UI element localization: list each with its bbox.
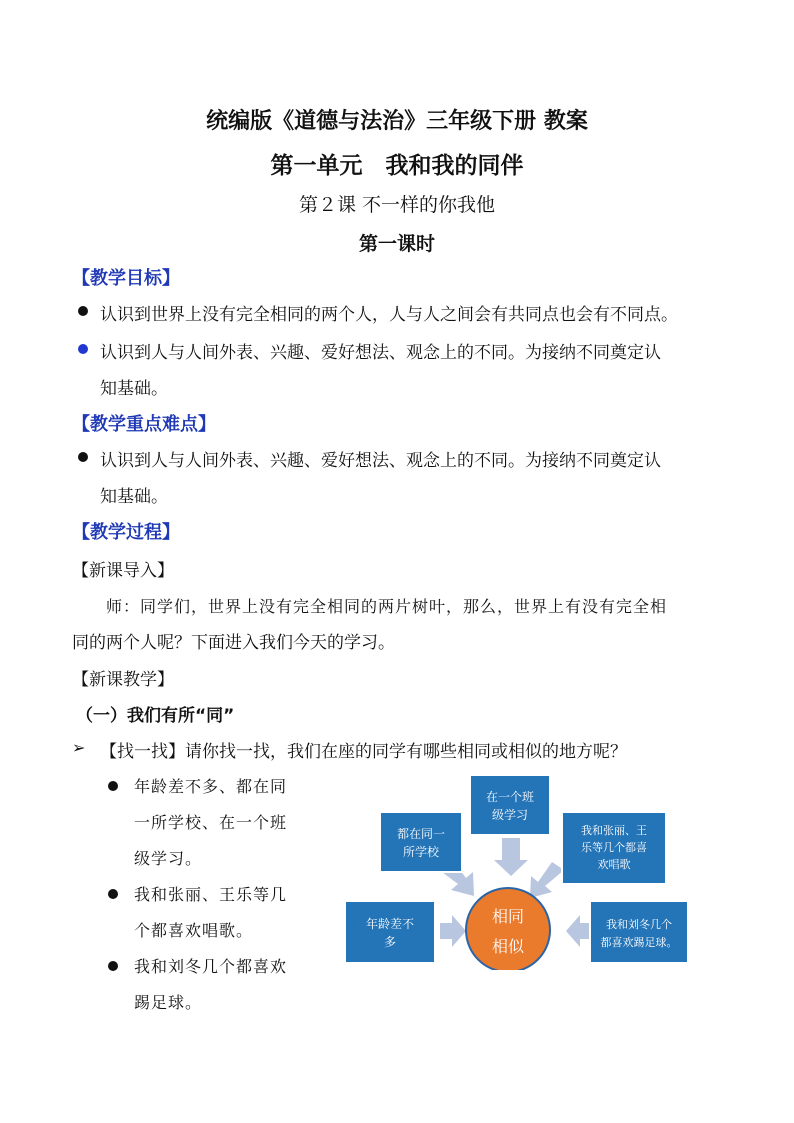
period-title: 第一课时 [358, 233, 435, 255]
arrow-top [494, 838, 528, 876]
arrow-bullet-icon: ➢ [72, 738, 86, 757]
similarity-diagram [340, 770, 692, 970]
teach-label: 【新课教学】 [72, 670, 174, 690]
key-point-line-1: 认识到人与人间外表、兴趣、爱好想法、观念上的不同。为接纳不同奠定认 [100, 451, 661, 471]
diagram-box-upper-right [562, 812, 666, 884]
answer-2-line-1: 我和张丽、王乐等几 [134, 885, 288, 904]
objectives-heading: 【教学目标】 [72, 268, 180, 289]
section-heading: （一）我们有所“同” [76, 706, 235, 726]
bullet-icon [108, 889, 118, 899]
answer-2-line-2: 个都喜欢唱歌。 [134, 921, 254, 940]
lesson-title: 第２课 不一样的你我他 [298, 194, 496, 216]
box-right-line-1: 我和刘冬几个 [606, 918, 672, 931]
box-right-line-2: 都喜欢踢足球。 [600, 936, 678, 949]
arrow-upper-right [530, 862, 564, 898]
objective-item-2-cont: 知基础。 [100, 379, 168, 399]
intro-label: 【新课导入】 [72, 561, 174, 581]
center-line-1: 相同 [491, 907, 525, 926]
bullet-icon [78, 344, 88, 354]
box-upper-left-line-1: 都在同一 [396, 827, 446, 841]
box-upper-right-line-1: 我和张丽、王 [581, 824, 647, 837]
diagram-box-left [345, 901, 435, 963]
diagram-box-right [590, 901, 688, 963]
box-top-line-2: 级学习 [491, 808, 529, 822]
box-top-line-1: 在一个班 [485, 790, 535, 804]
box-left-line-2: 多 [383, 935, 397, 949]
key-point-line-2: 知基础。 [100, 487, 168, 507]
diagram-box-upper-left [380, 812, 462, 872]
box-upper-right-line-3: 欢唱歌 [597, 858, 631, 871]
objective-item-1: 认识到世界上没有完全相同的两个人，人与人之间会有共同点也会有不同点。 [100, 305, 678, 325]
box-upper-left-line-2: 所学校 [402, 845, 440, 859]
unit-title: 第一单元 我和我的同伴 [270, 153, 524, 179]
document-title: 统编版《道德与法治》三年级下册 教案 [206, 109, 588, 134]
arrow-left [440, 915, 466, 947]
key-points-heading: 【教学重点难点】 [72, 414, 216, 435]
intro-line-2: 同的两个人呢？下面进入我们今天的学习。 [72, 633, 395, 653]
objective-item-2: 认识到人与人间外表、兴趣、爱好想法、观念上的不同。为接纳不同奠定认 [100, 343, 661, 363]
box-left-line-1: 年龄差不 [365, 917, 415, 931]
bullet-icon [108, 961, 118, 971]
bullet-icon [108, 781, 118, 791]
center-line-2: 相似 [491, 937, 525, 956]
diagram-box-top [470, 775, 550, 835]
intro-line-1: 师：同学们，世界上没有完全相同的两片树叶，那么，世界上有没有完全相 [106, 597, 668, 616]
answer-3-line-1: 我和刘冬几个都喜欢 [134, 957, 288, 976]
process-heading: 【教学过程】 [72, 522, 180, 543]
find-prompt: 【找一找】请你找一找，我们在座的同学有哪些相同或相似的地方呢？ [100, 742, 627, 762]
answer-3-line-2: 踢足球。 [134, 993, 203, 1012]
bullet-icon [78, 306, 88, 316]
box-upper-right-line-2: 乐等几个都喜 [581, 841, 647, 854]
diagram-center-circle [466, 888, 550, 970]
bullet-icon [78, 452, 88, 462]
answer-1-line-2: 一所学校、在一个班 [134, 813, 288, 832]
answer-1-line-3: 级学习。 [134, 849, 203, 868]
arrow-right [566, 915, 592, 947]
answer-1-line-1: 年龄差不多、都在同 [134, 777, 288, 796]
